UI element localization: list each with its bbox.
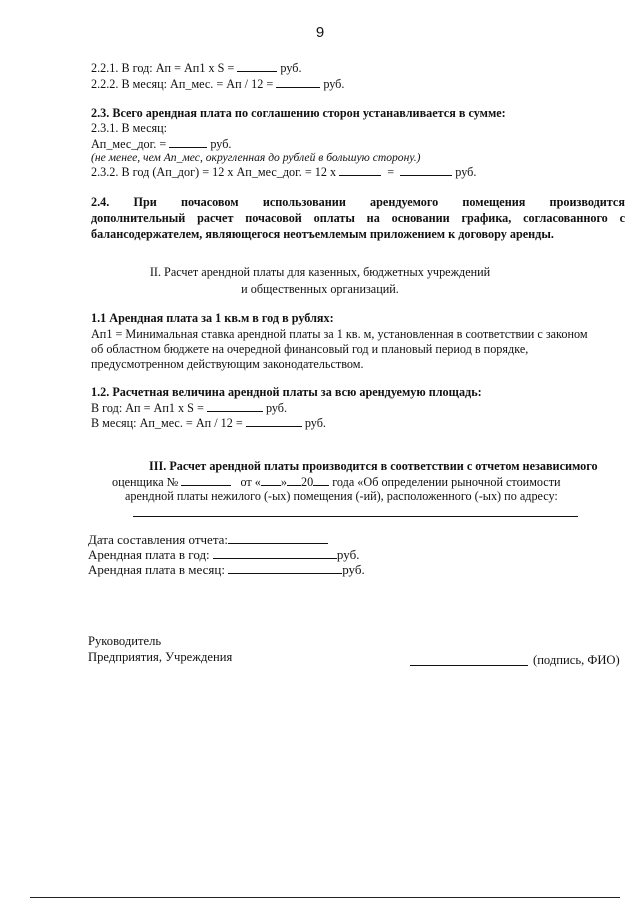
blank-field: [181, 474, 231, 486]
s12-year-line: В год: Ап = Ап1 x S = руб.: [91, 401, 288, 415]
s232-line: 2.3.2. В год (Ап_дог) = 12 x Ап_мес_дог. = 12 x = руб.: [91, 165, 477, 179]
blank-field: [207, 400, 263, 412]
blank-field: [313, 474, 329, 486]
blank-field: [276, 76, 320, 88]
report-month-line: Арендная плата в месяц: руб.: [88, 562, 365, 577]
blank-field: [400, 164, 452, 176]
s12-title: 1.2. Расчетная величина арендной платы за всю арендуемую площадь:: [91, 385, 482, 399]
blank-field: [169, 136, 207, 148]
s23-note: (не менее, чем Ап_мес, округленная до рублей в большую сторону.): [91, 151, 421, 164]
report-date-line: Дата составления отчета:: [88, 532, 328, 547]
signature-title-2: Предприятия, Учреждения: [88, 650, 233, 664]
blank-field: [246, 415, 302, 427]
page-number: 9: [315, 24, 325, 41]
blank-field: [228, 532, 328, 544]
s11-line-2: об областном бюджете на очередной финансовый год и плановый период в порядке,: [91, 342, 529, 356]
s24-line-1: 2.4. При почасовом использовании арендуемого помещения производится: [91, 195, 625, 209]
blank-field: [261, 474, 281, 486]
sec3-line-2: оценщика № от « » 20 года «Об определении рыночной стоимости: [112, 475, 561, 489]
s23-monthly-line: Ап_мес_дог. = руб.: [91, 137, 232, 151]
s231-line: 2.3.1. В месяц:: [91, 121, 167, 135]
s11-line-1: Ап1 = Минимальная ставка арендной платы за 1 кв. м, установленная в соответствии с законом: [91, 327, 588, 341]
blank-field: [287, 474, 301, 486]
sec2-title-1: II. Расчет арендной платы для казенных, бюджетных учреждений: [149, 265, 491, 279]
sec3-line-1: III. Расчет арендной платы производится в соответствии с отчетом независимого: [149, 459, 598, 473]
blank-field: [339, 164, 381, 176]
s12-month-line: В месяц: Ап_мес. = Ап / 12 = руб.: [91, 416, 326, 430]
signature-caption: (подпись, ФИО): [533, 653, 620, 667]
sec2-title-2: и общественных организаций.: [241, 282, 399, 296]
blank-field: [228, 562, 342, 574]
s23-title: 2.3. Всего арендная плата по соглашению сторон устанавливается в сумме:: [91, 106, 506, 120]
signature-blank-line: [410, 665, 528, 666]
page-bottom-edge: [30, 897, 620, 898]
address-blank-line: [133, 516, 578, 517]
blank-field: [213, 547, 337, 559]
blank-field: [237, 60, 277, 72]
signature-title-1: Руководитель: [88, 634, 162, 648]
s221-line: 2.2.1. В год: Ап = Ап1 x S = руб.: [91, 61, 302, 75]
s11-line-3: предусмотренном действующим законодательством.: [91, 357, 364, 371]
s24-line-2: дополнительный расчет почасовой оплаты на основании графика, согласованного с: [91, 211, 625, 225]
s11-title: 1.1 Арендная плата за 1 кв.м в год в рублях:: [91, 311, 334, 325]
s222-line: 2.2.2. В месяц: Ап_мес. = Ап / 12 = руб.: [91, 77, 345, 91]
report-year-line: Арендная плата в год: руб.: [88, 547, 360, 562]
sec3-line-3: арендной платы нежилого (-ых) помещения (-ий), расположенного (-ых) по адресу:: [125, 489, 558, 503]
s24-line-3: балансодержателем, являющегося неотъемлемым приложением к договору аренды.: [91, 227, 554, 241]
s24-paragraph: [91, 194, 625, 242]
